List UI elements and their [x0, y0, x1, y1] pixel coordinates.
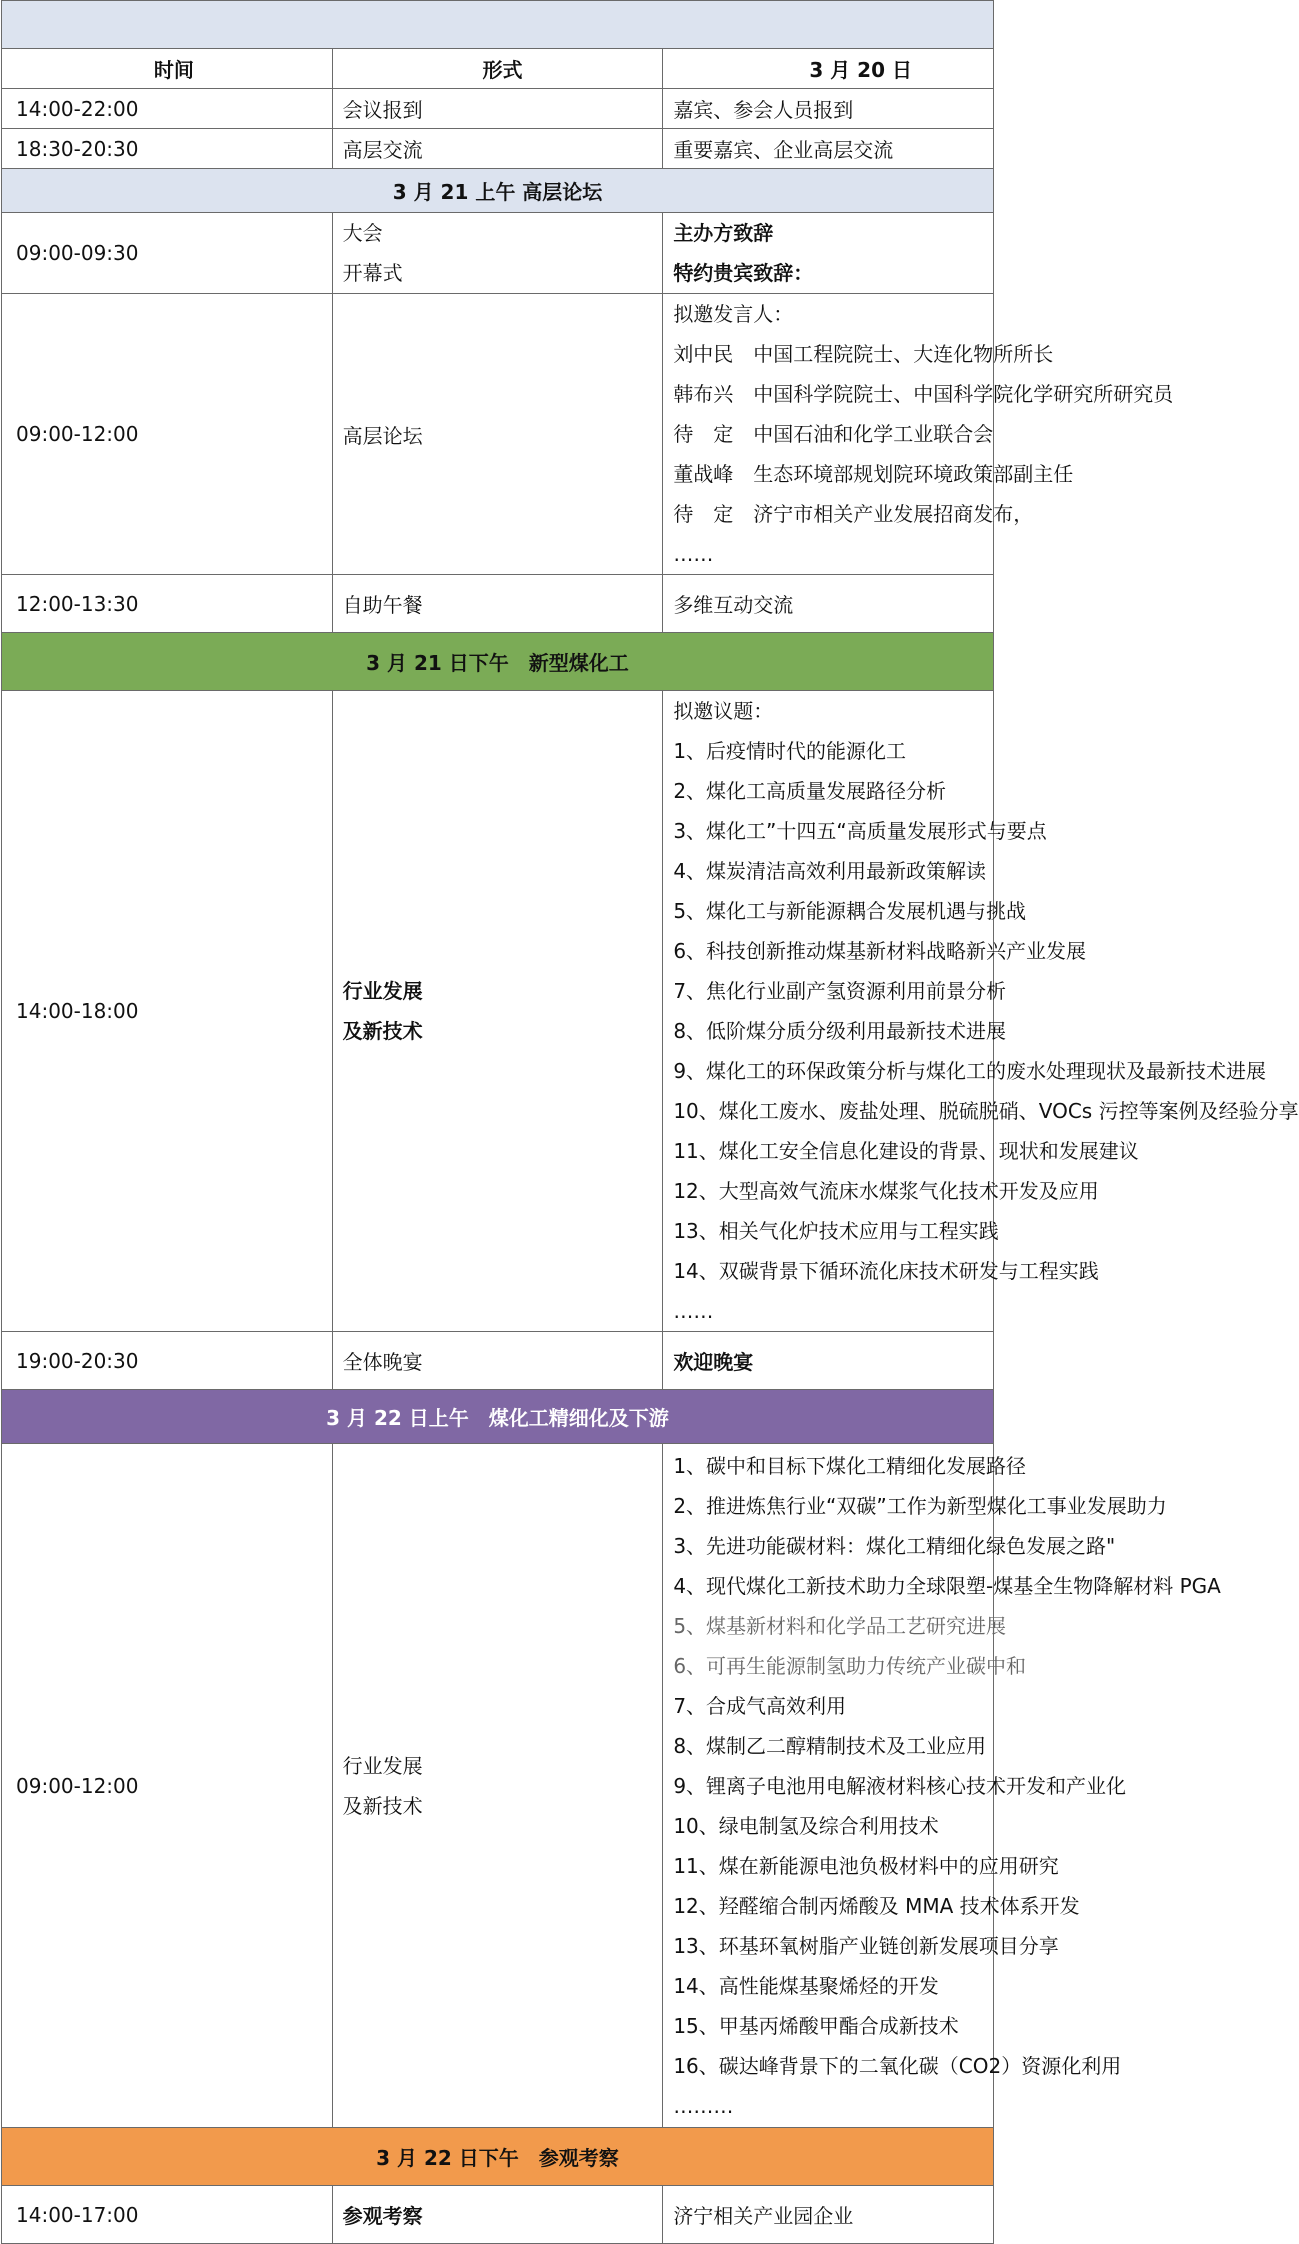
content-line: 10、绿电制氢及综合利用技术	[673, 1813, 939, 1838]
content-line: 韩布兴 中国科学院院士、中国科学院化学研究所研究员	[673, 382, 1174, 406]
format-line: 行业发展	[342, 979, 423, 1003]
content-line: 14、高性能煤基聚烯烃的开发	[673, 1973, 939, 1998]
content-line: 2、推进炼焦行业“双碳”工作为新型煤化工事业发展助力	[673, 1493, 1167, 1518]
content-line: 3、煤化工”十四五“高质量发展形式与要点	[673, 819, 1047, 843]
content-line: ………	[673, 2093, 734, 2118]
format-line: 及新技术	[342, 1793, 423, 1818]
agenda-table	[1, 0, 1299, 2244]
content-line: 3、先进功能碳材料：煤化工精细化绿色发展之路"	[673, 1533, 1116, 1558]
format-cell: 参观考察	[332, 2186, 663, 2244]
content-line: 董战峰 生态环境部规划院环境政策部副主任	[673, 462, 1074, 486]
content-line: 待 定 济宁市相关产业发展招商发布，	[673, 502, 1034, 526]
content-line: 16、碳达峰背景下的二氧化碳（CO2）资源化利用	[673, 2053, 1122, 2078]
content-line: 4、煤炭清洁高效利用最新政策解读	[673, 859, 987, 883]
content-line: 15、甲基丙烯酸甲酯合成新技术	[673, 2013, 959, 2038]
content-cell	[663, 691, 1299, 1332]
content-line: 1、后疫情时代的能源化工	[673, 739, 907, 763]
content-line: ……	[673, 542, 714, 566]
header-format: 形式	[332, 49, 663, 89]
time-cell: 09:00-12:00	[2, 1444, 333, 2128]
format-cell: 高层论坛	[332, 294, 663, 575]
format-cell: 会议报到	[332, 89, 663, 129]
content-line: 10、煤化工废水、废盐处理、脱硫脱硝、VOCs 污控等案例及经验分享	[673, 1099, 1299, 1123]
format-line: 大会	[342, 221, 383, 245]
content-line: 特约贵宾致辞：	[673, 261, 814, 285]
content-line: 7、焦化行业副产氢资源利用前景分析	[673, 979, 1007, 1003]
format-cell: 全体晚宴	[332, 1332, 663, 1390]
section-band: 3 月 21 日下午 新型煤化工	[2, 633, 994, 691]
content-line: 7、合成气高效利用	[673, 1693, 847, 1718]
time-cell: 14:00-17:00	[2, 2186, 333, 2244]
content-line: 6、可再生能源制氢助力传统产业碳中和	[673, 1653, 1027, 1678]
content-line: 刘中民 中国工程院院士、大连化物所所长	[673, 342, 1054, 366]
section-band: 3 月 22 日上午 煤化工精细化及下游	[2, 1390, 994, 1444]
content-line: 14、双碳背景下循环流化床技术研发与工程实践	[673, 1259, 1099, 1283]
format-cell: 自助午餐	[332, 575, 663, 633]
content-line: 13、相关气化炉技术应用与工程实践	[673, 1219, 999, 1243]
content-line: 2、煤化工高质量发展路径分析	[673, 779, 947, 803]
time-cell: 14:00-22:00	[2, 89, 333, 129]
content-cell	[663, 294, 1174, 575]
content-line: 5、煤化工与新能源耦合发展机遇与挑战	[673, 899, 1027, 923]
content-line: 1、碳中和目标下煤化工精细化发展路径	[673, 1453, 1027, 1478]
format-cell	[332, 1444, 663, 2128]
content-line: ……	[673, 1299, 714, 1323]
content-cell: 重要嘉宾、企业高层交流	[663, 129, 994, 169]
format-cell: 高层交流	[332, 129, 663, 169]
time-cell: 12:00-13:30	[2, 575, 333, 633]
content-cell: 欢迎晚宴	[663, 1332, 994, 1390]
time-cell: 19:00-20:30	[2, 1332, 333, 1390]
content-line: 8、低阶煤分质分级利用最新技术进展	[673, 1019, 1007, 1043]
header-date: 3 月 20 日	[663, 49, 994, 89]
content-cell: 济宁相关产业园企业	[663, 2186, 994, 2244]
format-line: 开幕式	[342, 261, 403, 285]
content-line: 6、科技创新推动煤基新材料战略新兴产业发展	[673, 939, 1087, 963]
content-line: 8、煤制乙二醇精制技术及工业应用	[673, 1733, 987, 1758]
content-line: 拟邀发言人：	[673, 302, 794, 326]
time-cell: 14:00-18:00	[2, 691, 333, 1332]
content-cell	[663, 213, 994, 294]
section-band: 3 月 22 日下午 参观考察	[2, 2128, 994, 2186]
content-line: 13、环基环氧树脂产业链创新发展项目分享	[673, 1933, 1059, 1958]
content-line: 9、锂离子电池用电解液材料核心技术开发和产业化	[673, 1773, 1127, 1798]
content-line: 4、现代煤化工新技术助力全球限塑-煤基全生物降解材料 PGA	[673, 1573, 1221, 1598]
content-cell: 多维互动交流	[663, 575, 994, 633]
format-line: 行业发展	[342, 1753, 423, 1778]
content-line: 待 定 中国石油和化学工业联合会	[673, 422, 994, 446]
format-cell	[332, 213, 663, 294]
content-cell	[663, 1444, 1221, 2128]
header-time: 时间	[2, 49, 333, 89]
content-line: 拟邀议题：	[673, 699, 774, 723]
content-line: 12、大型高效气流床水煤浆气化技术开发及应用	[673, 1179, 1099, 1203]
format-cell	[332, 691, 663, 1332]
content-line: 11、煤化工安全信息化建设的背景、现状和发展建议	[673, 1139, 1139, 1163]
time-cell: 18:30-20:30	[2, 129, 333, 169]
time-cell: 09:00-09:30	[2, 213, 333, 294]
content-line: 主办方致辞	[673, 221, 774, 245]
section-band: 3 月 21 上午 高层论坛	[2, 169, 994, 213]
content-line: 5、煤基新材料和化学品工艺研究进展	[673, 1613, 1007, 1638]
content-line: 12、羟醛缩合制丙烯酸及 MMA 技术体系开发	[673, 1893, 1080, 1918]
format-line: 及新技术	[342, 1019, 423, 1043]
content-line: 9、煤化工的环保政策分析与煤化工的废水处理现状及最新技术进展	[673, 1059, 1267, 1083]
time-cell: 09:00-12:00	[2, 294, 333, 575]
content-line: 11、煤在新能源电池负极材料中的应用研究	[673, 1853, 1059, 1878]
top-banner	[2, 1, 994, 49]
content-cell: 嘉宾、参会人员报到	[663, 89, 994, 129]
